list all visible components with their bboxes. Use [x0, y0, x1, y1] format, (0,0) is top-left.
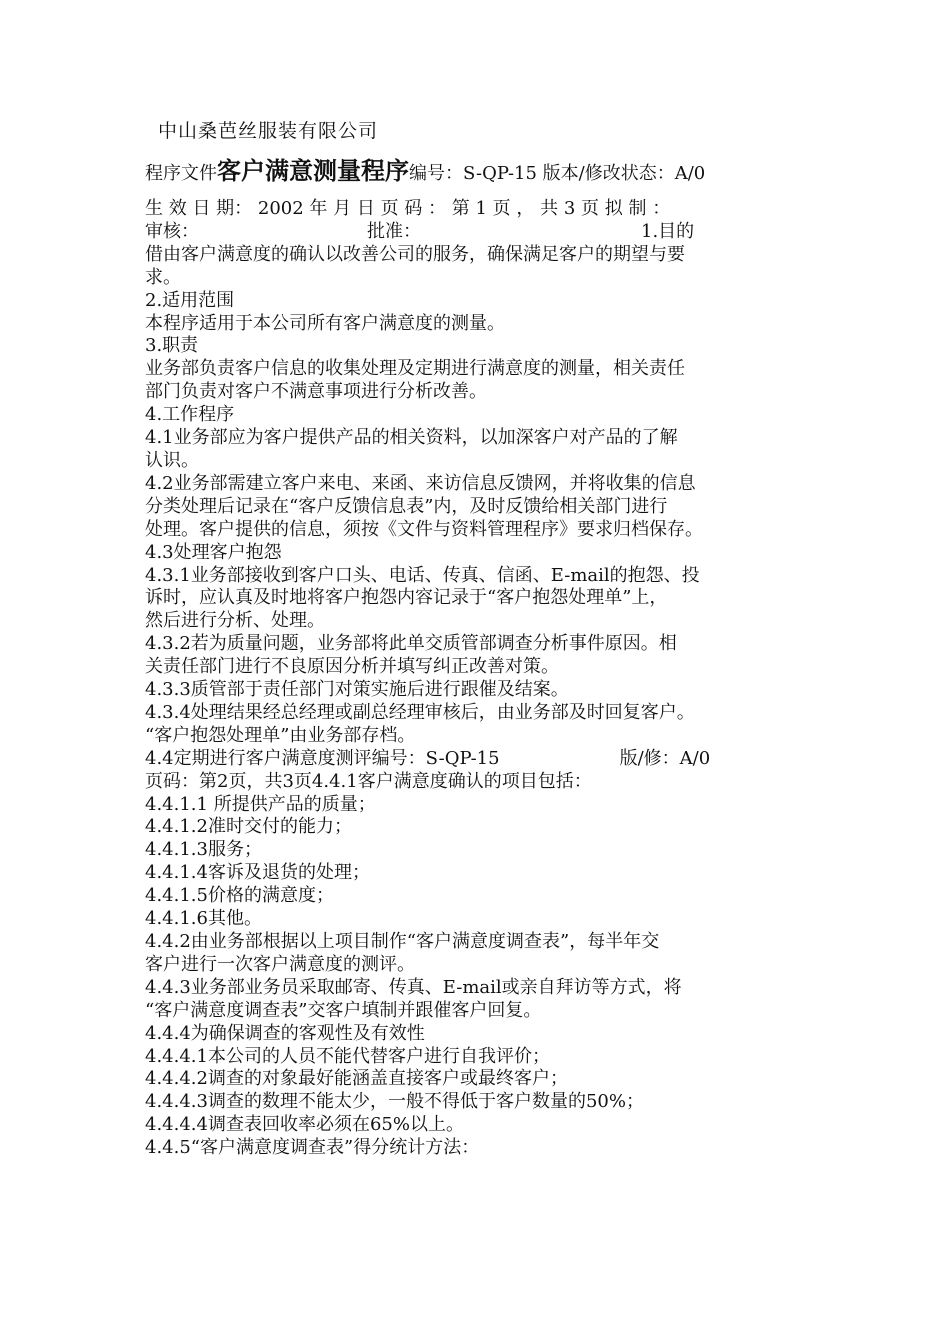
body-line: 4.3.3质管部于责任部门对策实施后进行跟催及结案。: [145, 679, 569, 701]
body-line: 4.4.4.1本公司的人员不能代替客户进行自我评价；: [145, 1045, 550, 1067]
review-label: 审核：: [145, 220, 199, 242]
body-line: 4.4.5“客户满意度调查表”得分统计方法：: [145, 1137, 480, 1159]
body-line: “客户抱怨处理单”由业务部存档。: [145, 724, 416, 746]
prepared-by: 拟 制 ：: [604, 198, 671, 219]
page2-section-number: 4.4定期进行客户满意度测评编号：S-QP-15: [145, 747, 500, 769]
doc-header: [145, 156, 705, 189]
body-line: 4.4.4为确保调查的客观性及有效性: [145, 1022, 425, 1044]
body-line: 4.4.4.2调查的对象最好能涵盖直接客户或最终客户；: [145, 1068, 568, 1090]
body-line: 4.4.1.2准时交付的能力；: [145, 816, 352, 838]
body-line: 4.3.1业务部接收到客户口头、电话、传真、信函、E-mail的抱怨、投: [145, 564, 700, 586]
body-line: 关责任部门进行不良原因分析并填写纠正改善对策。: [145, 656, 559, 678]
body-line: 分类处理后记录在“客户反馈信息表”内，及时反馈给相关部门进行: [145, 495, 668, 517]
section-heading: 4.工作程序: [145, 404, 235, 426]
body-line: 业务部负责客户信息的收集处理及定期进行满意度的测量，相关责任: [145, 358, 685, 380]
doc-number-version: 编号：S-QP-15 版本/修改状态：A/0: [409, 163, 706, 184]
body-line: 认识。: [145, 449, 199, 471]
page2-page-line: 页码：第2页，共3页4.4.1客户满意度确认的项目包括：: [145, 770, 592, 792]
body-line: 求。: [145, 266, 181, 288]
body-line: 借由客户满意度的确认以改善公司的服务，确保满足客户的期望与要: [145, 243, 685, 265]
body-line: 4.1业务部应为客户提供产品的相关资料，以加深客户对产品的了解: [145, 427, 678, 449]
body-line: 4.4.1.4客诉及退货的处理；: [145, 862, 370, 884]
body-line: 4.4.1.3服务；: [145, 839, 262, 861]
page-count: 页 码 ： 第 1 页 ， 共 3 页: [380, 198, 600, 219]
meta-line-2: [145, 221, 815, 244]
body-line: “客户满意度调查表”交客户填制并跟催客户回复。: [145, 999, 542, 1021]
company-name: 中山桑芭丝服装有限公司: [158, 120, 379, 142]
meta-line-1: [145, 198, 815, 221]
body-line: 4.3.2若为质量问题，业务部将此单交质管部调查分析事件原因。相: [145, 633, 677, 655]
body-line: 4.4.1.6其他。: [145, 908, 262, 930]
body-line: 处理。客户提供的信息，须按《文件与资料管理程序》要求归档保存。: [145, 518, 703, 540]
body-line: 4.4.2由业务部根据以上项目制作“客户满意度调查表”，每半年交: [145, 931, 660, 952]
page2-header-line: [145, 748, 815, 771]
doc-type: 程序文件: [145, 163, 217, 184]
body-line: 4.4.4.4调查表回收率必须在65%以上。: [145, 1114, 464, 1136]
body-line: 4.2业务部需建立客户来电、来函、来访信息反馈网，并将收集的信息: [145, 472, 696, 494]
section-heading: 2.适用范围: [145, 289, 235, 311]
page2-version: 版/修：A/0: [619, 747, 711, 769]
doc-title: 客户满意测量程序: [217, 156, 409, 185]
effective-date: 生 效 日 期： 2002 年 月 日: [145, 198, 375, 219]
body-line: 4.4.3业务部业务员采取邮寄、传真、E-mail或亲自拜访等方式，将: [145, 976, 682, 998]
body-line: 客户进行一次客户满意度的测评。: [145, 953, 415, 975]
body-line: 部门负责对客户不满意事项进行分析改善。: [145, 381, 487, 403]
body-line: 本程序适用于本公司所有客户满意度的测量。: [145, 312, 505, 334]
approve-label: 批准：: [367, 220, 421, 242]
body-line: 诉时，应认真及时地将客户抱怨内容记录于“客户抱怨处理单”上，: [145, 587, 668, 609]
section-heading: 4.3处理客户抱怨: [145, 541, 282, 563]
body-line: 然后进行分析、处理。: [145, 610, 325, 632]
body-line: 4.3.4处理结果经总经理或副总经理审核后，由业务部及时回复客户。: [145, 701, 695, 723]
body-line: 4.4.4.3调查的数理不能太少，一般不得低于客户数量的50%；: [145, 1091, 644, 1113]
body-line: 4.4.1.5价格的满意度；: [145, 885, 334, 907]
section-1-heading: 1.目的: [641, 220, 695, 242]
body-line: 4.4.1.1 所提供产品的质量；: [145, 793, 376, 815]
document-body: [145, 198, 815, 1160]
section-heading: 3.职责: [145, 335, 199, 357]
